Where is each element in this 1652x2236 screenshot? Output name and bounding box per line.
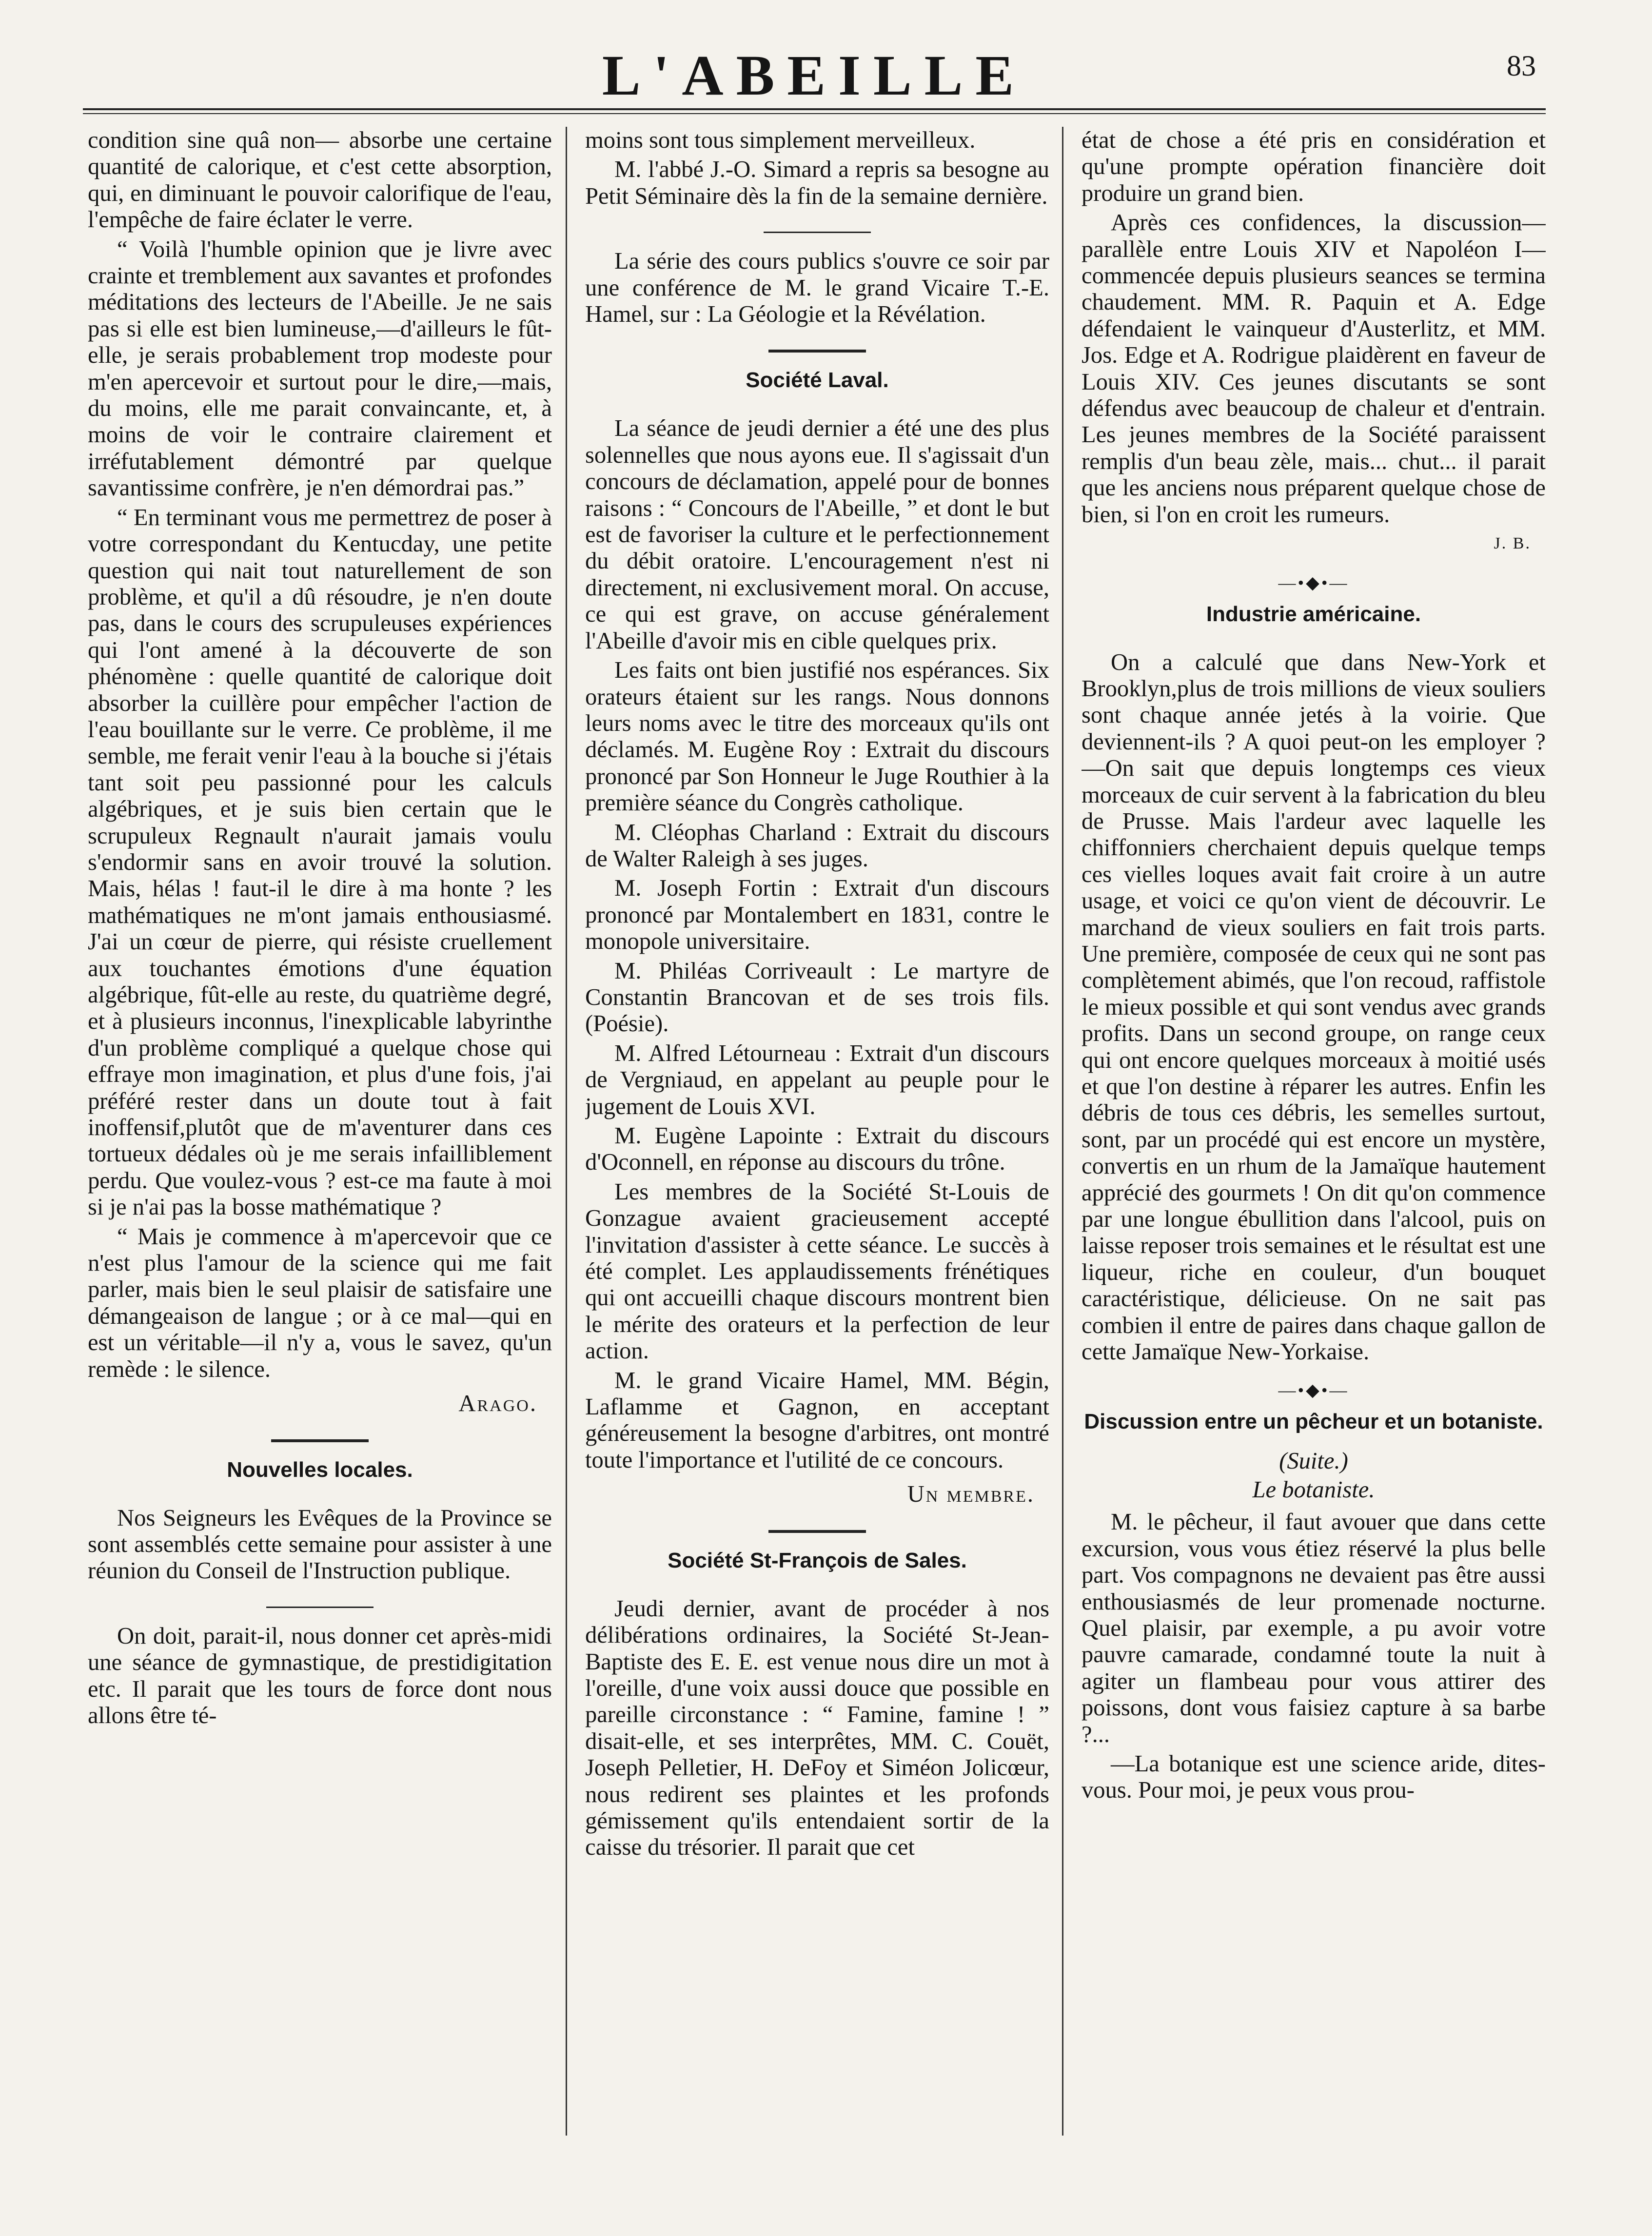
paragraph: “ Voilà l'humble opinion que je livre avec crainte et tremblement aux savantes et profondes méditations des lecteurs de l'Abeille. Je ne sais pas si elle est bien lumineuse,—d'ailleurs le fût-elle, je serais probablement trop modeste pour m'en apercevoir et surtout pour le dire,—mais, du moins, elle me parait convaincante, et, à moins de voir le contraire clairement et irréfutablement démontré par quelque savantissime confrère, je n'en démordrai pas.” xyxy=(88,235,552,501)
section-heading: Société St-François de Sales. xyxy=(668,1548,967,1572)
masthead xyxy=(83,43,1546,107)
header-rule xyxy=(83,108,1546,114)
paragraph: M. Cléophas Charland : Extrait du discours de Walter Raleigh à ses juges. xyxy=(585,819,1049,872)
signature: J. B. xyxy=(1494,534,1531,553)
continuation-note: (Suite.) xyxy=(1279,1448,1348,1474)
paragraph: La séance de jeudi dernier a été une des plus solennelles que nous ayons eue. Il s'agissait d'un concours de déclamation, appelé pour de bonnes raisons : “ Concours de l'Abeille, ” et dont le but est de favoriser la culture et le perfectionnement du débit oratoire. L'encouragement n'est ni directement, ni exclusivement moral. On accuse, ce qui est grave, on accuse généralement l'Abeille d'avoir mis en cible quelques prix. xyxy=(585,415,1049,654)
paragraph: moins sont tous simplement merveilleux. xyxy=(585,127,976,153)
section-heading: Discussion entre un pêcheur et un botaniste. xyxy=(1084,1410,1543,1434)
column-middle xyxy=(585,127,1049,2194)
column-divider xyxy=(1062,127,1063,2136)
paragraph: La série des cours publics s'ouvre ce soir par une conférence de M. le grand Vicaire T.-E. Hamel, sur : La Géologie et la Révélation. xyxy=(585,248,1049,328)
paragraph: Jeudi dernier, avant de procéder à nos délibérations ordinaires, la Société St-Jean-Baptiste des E. E. est venue nous dire un mot à l'oreille, d'une voix aussi douce que possible en pareille circonstance : “ Famine, famine ! ” disait-elle, et ses interprêtes, MM. C. Couët, Joseph Pelletier, H. DeFoy et Siméon Jolicœur, nous redirent ses plaintes et les profonds gémissement qu'ils entendaient sortir de la caisse du trésorier. Il parait que cet xyxy=(585,1595,1049,1861)
section-separator xyxy=(768,1530,866,1533)
column-divider xyxy=(566,127,567,2136)
paragraph: On a calculé que dans New-York et Brooklyn,plus de trois millions de vieux souliers sont chaque année jetés à la voirie. Que deviennent-ils ? A quoi peut-on les employer ?—On sait que depuis longtemps ces vieux morceaux de cuir servent à la fabrication du bleu de Prusse. Mais l'ardeur avec laquelle les chiffonniers cherchaient depuis quelque temps ces vielles loques avait fait croire à un autre usage, et voici ce qu'on vient de découvrir. Le marchand de vieux souliers en fait trois parts. Une première, composée de ceux qui ne sont pas complètement abimés, que l'on recoud, raffistole le mieux possible et qui sont vendus avec grands profits. Dans un second groupe, on range ceux qui ont encore quelques morceaux à moitié usés et que l'on destine à réparer les autres. Enfin les débris de tous ces débris, les semelles surtout, sont, par un procédé qui est encore un mystère, convertis en un rhum de la Jamaïque hautement apprécié des gourmets ! On dit qu'on commence par une longue ébullition dans l'alcool, puis on laisse reposer trois semaines et le résultat est une liqueur, riche en couleur, d'un bouquet caractéristique, délicieuse. On ne sait pas combien il entre de paires dans chaque gallon de cette Jamaïque New-Yorkaise. xyxy=(1082,648,1546,1365)
column-right xyxy=(1082,127,1546,2194)
section-separator xyxy=(768,350,866,353)
separator xyxy=(266,1607,374,1608)
paragraph: Les membres de la Société St-Louis de Gonzague avaient gracieusement accepté l'invitation d'assister à cette séance. Le succès à été complet. Les applaudissements frénétiques qui ont accueilli chaque discours montrent bien le mérite des orateurs et la perfection de leur action. xyxy=(585,1178,1049,1364)
paragraph: M. Alfred Létourneau : Extrait d'un discours de Vergniaud, en appelant au peuple pour le jugement de Louis XVI. xyxy=(585,1040,1049,1119)
paragraph: M. Joseph Fortin : Extrait d'un discours prononcé par Montalembert en 1831, contre le monopole universitaire. xyxy=(585,875,1049,955)
paragraph: “ Mais je commence à m'apercevoir que ce n'est plus l'amour de la science qui me fait parler, mais bien le seul plaisir de satisfaire une démangeaison de langue ; or à ce mal—qui en est un véritable—il n'y a, vous le savez, qu'un remède : le silence. xyxy=(88,1223,552,1382)
paragraph: M. Eugène Lapointe : Extrait du discours d'Oconnell, en réponse au discours du trône. xyxy=(585,1122,1049,1176)
paragraph: —La botanique est une science aride, dites-vous. Pour moi, je peux vous prou- xyxy=(1082,1750,1546,1804)
speaker-label: Le botaniste. xyxy=(1252,1476,1375,1503)
signature: Arago. xyxy=(458,1390,537,1417)
newspaper-title: L'ABEILLE xyxy=(602,43,1027,107)
section-separator xyxy=(271,1439,369,1442)
paragraph: On doit, parait-il, nous donner cet après-midi une séance de gymnastique, de prestidigitation etc. Il parait que les tours de force dont nous allons être té- xyxy=(88,1622,552,1728)
ornament-divider: —•◆•— xyxy=(1278,572,1349,592)
separator xyxy=(764,232,871,233)
paragraph: Nos Seigneurs les Evêques de la Province se sont assemblés cette semaine pour assister à une réunion du Conseil de l'Instruction publique. xyxy=(88,1504,552,1584)
paragraph: condition sine quâ non— absorbe une certaine quantité de calorique, et c'est cette absorption, qui, en diminuant le pouvoir calorifique de l'eau, l'empêche de faire éclater le verre. xyxy=(88,127,552,233)
paragraph: état de chose a été pris en considération et qu'une prompte opération financière doit produire un grand bien. xyxy=(1082,127,1546,206)
section-heading: Industrie américaine. xyxy=(1206,602,1421,626)
paragraph: M. l'abbé J.-O. Simard a repris sa besogne au Petit Séminaire dès la fin de la semaine dernière. xyxy=(585,156,1049,209)
ornament-divider: —•◆•— xyxy=(1278,1380,1349,1400)
paragraph: Après ces confidences, la discussion—parallèle entre Louis XIV et Napoléon I— commencée depuis plusieurs seances se termina chaudement. MM. R. Paquin et A. Edge défendaient le vainqueur d'Austerlitz, et MM. Jos. Edge et A. Rodrigue plaidèrent en faveur de Louis XIV. Ces jeunes discutants se sont défendus avec beaucoup de chaleur et d'entrain. Les jeunes membres de la Société paraissent remplis d'un beau zèle, mais... chut... il parait que les anciens nous préparent quelque chose de bien, si l'on en croit les rumeurs. xyxy=(1082,209,1546,528)
section-heading: Nouvelles locales. xyxy=(227,1457,413,1482)
paragraph: M. Philéas Corriveault : Le martyre de Constantin Brancovan et de ses trois fils. (Poésie). xyxy=(585,957,1049,1037)
paragraph: M. le grand Vicaire Hamel, MM. Bégin, Laflamme et Gagnon, en acceptant généreusement la besogne d'arbitres, ont montré toute l'importance et l'utilité de ce concours. xyxy=(585,1367,1049,1473)
paragraph: Les faits ont bien justifié nos espérances. Six orateurs étaient sur les rangs. Nous donnons leurs noms avec le titre des morceaux qu'ils ont déclamés. M. Eugène Roy : Extrait du discours prononcé par Son Honneur le Juge Routhier à la première séance du Congrès catholique. xyxy=(585,657,1049,816)
page-number: 83 xyxy=(1507,50,1536,82)
column-left xyxy=(88,127,552,2194)
signature: Un membre. xyxy=(907,1481,1035,1508)
section-heading: Société Laval. xyxy=(746,368,889,392)
paragraph: “ En terminant vous me permettrez de poser à votre correspondant du Kentucday, une petite question qui nait tout naturellement de son problème, et qu'il a dû résoudre, je n'en doute pas, dans le cours des scrupuleuses expériences qui l'ont amené à la découverte de son phénomène : quelle quantité de calorique doit absorber la cuillère pour empêcher l'action de l'eau bouillante sur le verre. Ce problème, il me semble, me ferait venir l'eau à la bouche si j'étais tant soit peu passionné pour les calculs algébriques, et je suis bien certain que le scrupuleux Regnault n'aurait jamais voulu s'endormir sans en avoir trouvé la solution. Mais, hélas ! faut-il le dire à ma honte ? les mathématiques ne m'ont jamais enthousiasmé. J'ai un cœur de pierre, qui résiste cruellement aux touchantes émotions d'une équation algébrique, fût-elle au reste, du quatrième degré, et à plusieurs inconnus, l'inexplicable labyrinthe d'un problème compliqué a quelque chose qui effraye mon imagination, et plus d'une fois, j'ai préféré rester dans un doute tout à fait inoffensif,plutôt que de m'aventurer dans ces tortueux dédales où je me serais infailliblement perdu. Que voulez-vous ? est-ce ma faute à moi si je n'ai pas la bosse mathématique ? xyxy=(88,504,552,1220)
paragraph: M. le pêcheur, il faut avouer que dans cette excursion, vous vous étiez réservé la plus belle part. Vos compagnons ne devaient pas être aussi enthousiasmés de leur promenade nocturne. Quel plaisir, par exemple, a pu avoir votre pauvre camarade, condamné toute la nuit à agiter un flambeau pour vous attirer des poissons, dont vous faisiez capture à sa barbe ?... xyxy=(1082,1509,1546,1747)
